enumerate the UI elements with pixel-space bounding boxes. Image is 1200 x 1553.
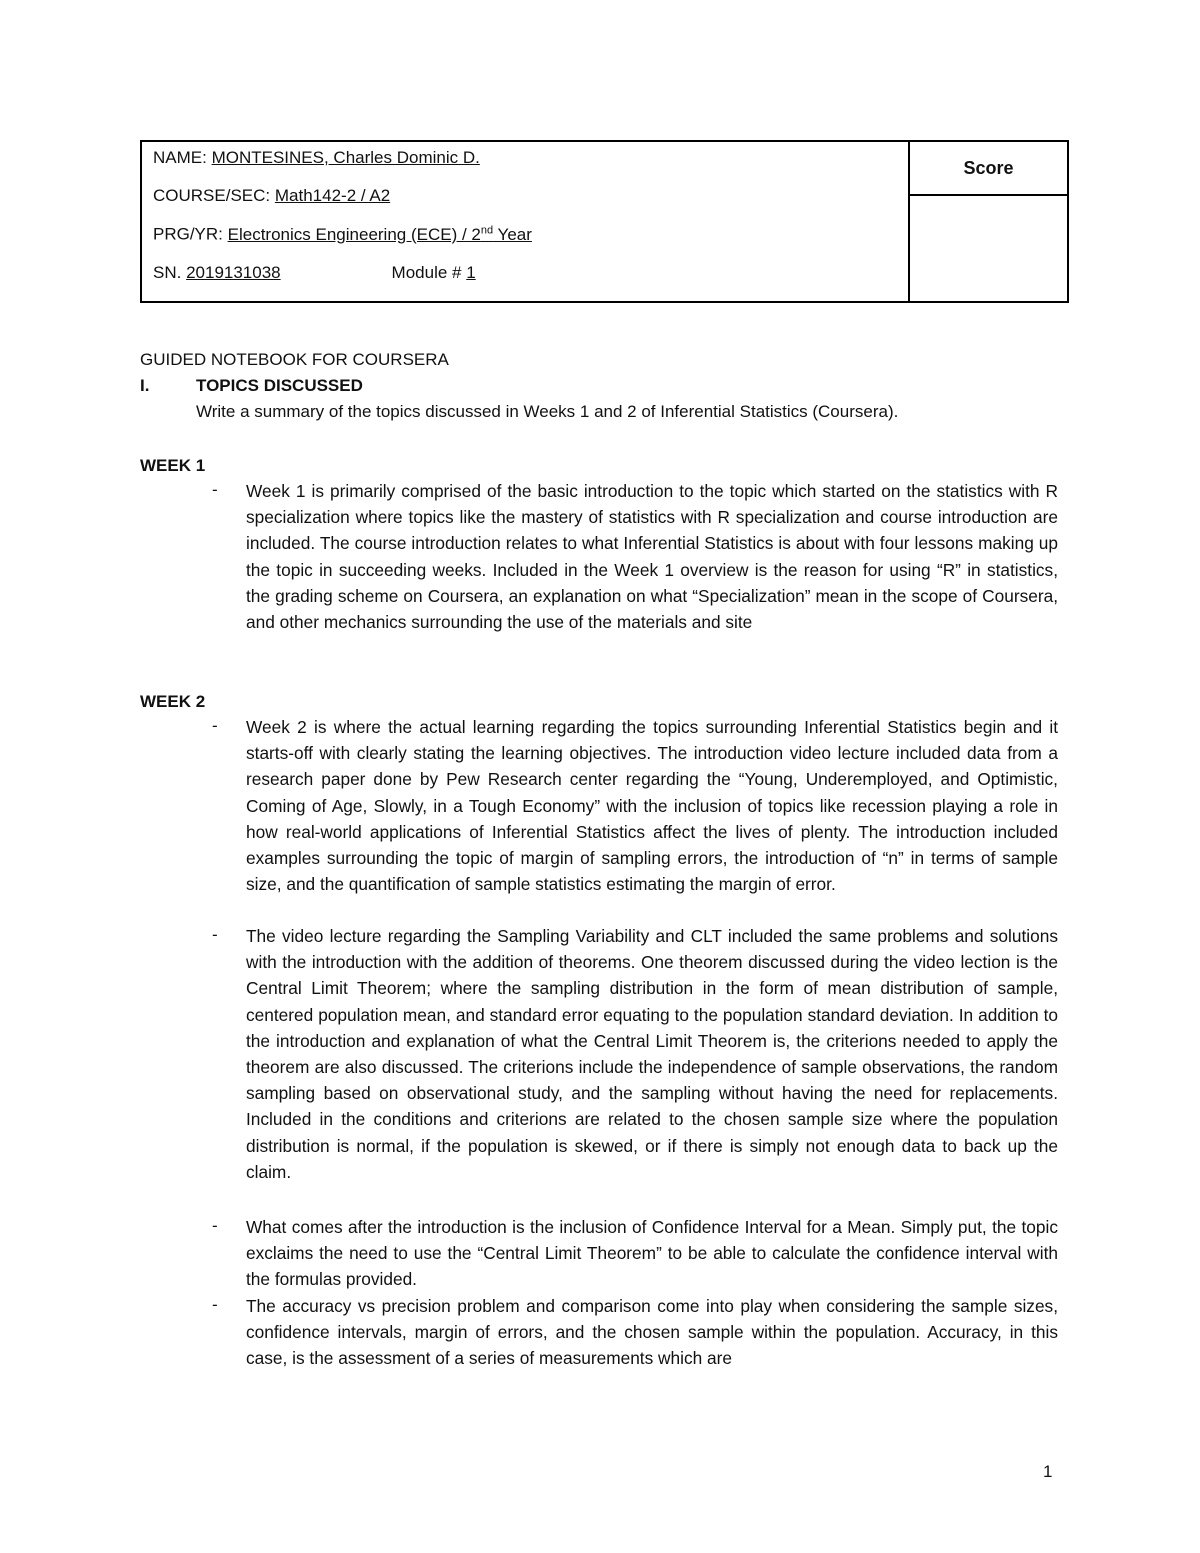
module-value: 1: [466, 263, 476, 282]
page-number: 1: [1043, 1462, 1053, 1481]
score-cell: [910, 142, 1067, 301]
week2-paragraph-1: Week 2 is where the actual learning regarding the topics surrounding Inferential Statistics begin and it starts-off with clearly stating the learning objectives. The introduction video lecture included data from a research paper done by Pew Research center regarding the “Young, Underemployed, and Optimistic, Coming of Age, Slowly, in a Tough Economy” with the inclusion of topics like recession playing a role in how real-world applications of Inferential Statistics affect the lives of plenty. The introduction included examples surrounding the topic of margin of sampling errors, the introduction of “n” in terms of sample size, and the quantification of sample statistics estimating the margin of error.: [246, 717, 1058, 895]
name-value: MONTESINES, Charles Dominic D.: [211, 148, 480, 167]
score-value: [910, 196, 1067, 301]
week2-paragraph-4: The accuracy vs precision problem and comparison come into play when considering the sample sizes, confidence intervals, margin of errors, and the chosen sample within the population. Accuracy, in this case, is the assessment of a series of measurements which are: [246, 1296, 1058, 1369]
sn-value: 2019131038: [186, 263, 281, 282]
section-title: TOPICS DISCUSSED: [196, 376, 363, 395]
student-info-cell: [142, 142, 910, 301]
program-line: [153, 224, 532, 245]
section-numeral: I.: [140, 376, 150, 395]
program-label: PRG/YR:: [153, 224, 223, 244]
name-line: [153, 148, 480, 168]
week1-heading: WEEK 1: [140, 456, 206, 475]
program-value: Electronics Engineering (ECE) / 2nd Year: [227, 224, 532, 244]
name-label: NAME:: [153, 148, 207, 167]
course-value: Math142-2 / A2: [274, 186, 391, 205]
week2-heading: WEEK 2: [140, 692, 206, 711]
course-label: COURSE/SEC:: [153, 186, 271, 205]
header-table: [140, 140, 1069, 303]
list-bullet: -: [212, 716, 218, 735]
sn-label: SN.: [153, 263, 182, 282]
list-bullet: -: [212, 1295, 218, 1314]
list-bullet: -: [212, 1216, 218, 1235]
course-line: [153, 186, 390, 206]
week1-paragraph-1: Week 1 is primarily comprised of the basic introduction to the topic which started on the statistics with R specialization where topics like the mastery of statistics with R specialization and course introduction are included. The course introduction relates to what Inferential Statistics is about with four lessons making up the topic in succeeding weeks. Included in the Week 1 overview is the reason for using “R” in statistics, the grading scheme on Coursera, an explanation on what “Specialization” mean in the scope of Coursera, and other mechanics surrounding the use of the materials and site: [246, 481, 1058, 633]
section-instruction: Write a summary of the topics discussed in Weeks 1 and 2 of Inferential Statistics (Coursera).: [196, 402, 899, 421]
list-bullet: -: [212, 480, 218, 499]
module-label: Module #: [391, 263, 462, 282]
week2-paragraph-3: What comes after the introduction is the inclusion of Confidence Interval for a Mean. Simply put, the topic exclaims the need to use the “Central Limit Theorem” to be able to calculate the confidence interval with the formulas provided.: [246, 1217, 1058, 1290]
week2-paragraph-2: The video lecture regarding the Sampling Variability and CLT included the same problems and solutions with the introduction with the addition of theorems. One theorem discussed during the video lection is the Central Limit Theorem; where the sampling distribution in the form of mean distribution of sample, centered population mean, and standard error equating to the population standard deviation. In addition to the introduction and explanation of what the Central Limit Theorem is, the criterions needed to apply the theorem are also discussed. The criterions include the independence of sample observations, the random sampling based on observational study, and the sampling without having the need for replacements. Included in the conditions and criterions are related to the chosen sample size where the population distribution is normal, if the population is skewed, or if there is simply not enough data to back up the claim.: [246, 926, 1058, 1182]
document-title: GUIDED NOTEBOOK FOR COURSERA: [140, 350, 449, 369]
score-label: Score: [910, 142, 1067, 196]
sn-line: [153, 263, 476, 283]
list-bullet: -: [212, 925, 218, 944]
